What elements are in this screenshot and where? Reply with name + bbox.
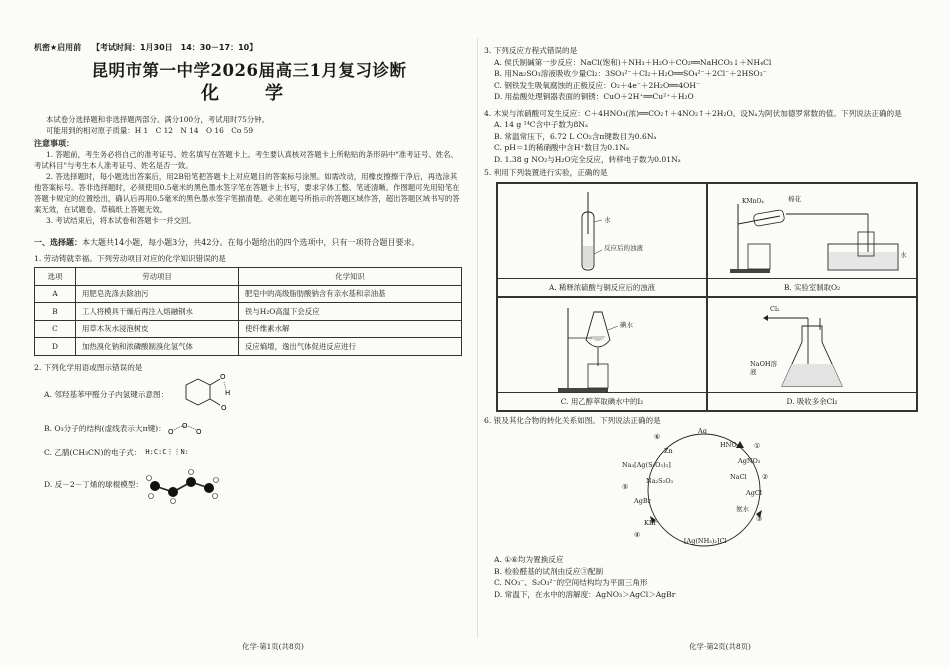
water-label: 水 <box>900 250 907 259</box>
exam-time: 【考试时间：1月30日 14：30－17：10】 <box>91 43 258 52</box>
notice-item-1: 1. 答题前，考生务必将自己的准考证号、姓名填写在答题卡上。考生要认真核对答题卡上所粘贴的条形码中"准考证号、姓名、考试科目"与考生本人准考证号、姓名是否一致。 <box>34 150 458 170</box>
option-b: B. O₃分子的结构(虚线表示大π键)： O O O <box>34 417 464 441</box>
option-b: B. 常温常压下，6.72 L CO₂含π键数目为0.6Nₐ <box>494 131 657 141</box>
cl2-label: Cl₂ <box>770 304 780 313</box>
table-header: 劳动项目 <box>76 268 239 286</box>
complex-label: [Ag(NH₃)₂]Cl <box>684 537 727 545</box>
svg-text:O: O <box>181 422 188 430</box>
question-6-stem: 6. 银及其化合物的转化关系如图。下列说法正确的是 <box>484 415 661 425</box>
table-row: D 加热溴化钠和浓磷酸制溴化氢气体 反应熵增，逸出气体促进反应进行 <box>35 338 462 356</box>
turbid-label: 反应后的浊液 <box>604 243 643 252</box>
apparatus-grid <box>496 182 918 412</box>
apparatus-c <box>497 297 707 411</box>
table-row: C 用草木灰水浸泡树皮 使纤维素水解 <box>35 320 462 338</box>
notice-title: 注意事项： <box>34 138 74 148</box>
step-1: ① <box>754 442 761 450</box>
kmno4-label: KMnO₄ <box>742 197 764 205</box>
step-5: ⑤ <box>622 483 629 491</box>
option-d: D. 反－2－丁烯的球棍模型： <box>34 465 464 505</box>
zn-label: Zn <box>664 447 673 455</box>
table-header: 化学知识 <box>239 268 462 286</box>
step-4: ④ <box>634 531 641 539</box>
apparatus-d <box>707 297 917 411</box>
ball-stick-model-icon <box>143 466 223 504</box>
table-header: 选项 <box>35 268 76 286</box>
step-2: ② <box>762 473 769 481</box>
iodine-water-label: 碘水 <box>620 320 633 329</box>
option-d: D. 用盐酸处理铜器表面的铜锈：CuO＋2H⁺══Cu²⁺＋H₂O <box>494 92 694 101</box>
exam-title: 昆明市第一中学2026届高三1月复习诊断 <box>91 60 407 80</box>
section-heading: 一、选择题：本大题共14小题，每小题3分，共42分。在每小题给出的四个选项中，只有一项符合题目要求。 <box>34 237 420 247</box>
question-5-stem: 5. 利用下列装置进行实验，正确的是 <box>484 168 608 177</box>
na3-complex-label: Na₃[Ag(S₂O₃)₂] <box>622 461 671 469</box>
question-1-table <box>34 267 462 356</box>
question-5 <box>484 167 940 412</box>
flask-icon <box>708 298 918 395</box>
option-a: A. 邻羟基苯甲醛分子内氢键示意图： O O H <box>34 373 464 417</box>
right-page <box>478 0 950 668</box>
svg-text:H: H <box>225 389 231 397</box>
separatory-funnel-icon <box>498 298 708 395</box>
agno3-label: AgNO₃ <box>738 457 761 465</box>
kbr-label: KBr <box>644 519 657 527</box>
option-d: D. 常温下，在水中的溶解度：AgNO₃＞AgCl＞AgBr <box>494 589 676 599</box>
option-b: B. 检验醛基的试剂由反应③配制 <box>494 566 604 576</box>
option-c: C. 钢铁发生吸氧腐蚀的正极反应：O₂＋4e⁻＋2H₂O══4OH⁻ <box>494 80 701 90</box>
option-a: A. 侯氏制碱第一步反应：NaCl(饱和)＋NH₃＋H₂O＋CO₂══NaHCO₃↓＋NH₄Cl <box>494 57 772 67</box>
option-d: D. 1.38 g NO₂与H₂O完全反应，转移电子数为0.01Nₐ <box>494 154 681 164</box>
hydrogen-bond-structure-icon <box>168 373 238 417</box>
option-c: C. pH＝1的稀硝酸中含H⁺数目为0.1Nₐ <box>494 143 629 152</box>
ag-label: Ag <box>698 427 707 435</box>
svg-text:O: O <box>195 428 202 436</box>
caption-c: C. 用乙醇萃取碘水中的I₂ <box>498 392 706 410</box>
hno3-label: HNO₃ <box>720 441 740 449</box>
caption-a: A. 稀释浓硫酸与铜反应后的浊液 <box>498 278 706 296</box>
agcl-label: AgCl <box>746 489 762 497</box>
question-4-stem: 4. 木炭与浓硝酸可发生反应：C＋4HNO₃(浓)══CO₂↑＋4NO₂↑＋2H₂O。设Nₐ为阿伏加德罗常数的值。下列说法正确的是 <box>484 108 902 118</box>
apparatus-a <box>497 183 707 297</box>
step-6: ⑥ <box>654 433 661 441</box>
svg-text:O: O <box>221 404 227 412</box>
subject-title: 化 学 <box>201 82 297 104</box>
nacl-label: NaCl <box>730 473 747 481</box>
notice-item-3: 3. 考试结束后，将本试卷和答题卡一并交回。 <box>46 216 196 225</box>
table-row: B 工人将模具干燥后再注入熔融钢水 铁与H₂O高温下会反应 <box>35 303 462 321</box>
naoh-label: NaOH溶液 <box>750 359 778 376</box>
question-2 <box>34 362 464 506</box>
svg-text:O: O <box>220 373 226 381</box>
question-1 <box>34 253 464 356</box>
step-3: ③ <box>756 515 763 523</box>
option-c: C. 乙腈(CH₃CN)的电子式： H:C:C⋮⋮N: <box>44 448 189 458</box>
silver-cycle-diagram <box>484 426 940 554</box>
na2s2o3-label: Na₂S₂O₃ <box>646 477 674 485</box>
footer-left: 化学·第1页(共8页) <box>242 641 304 651</box>
exam-header <box>34 42 464 54</box>
caption-b: B. 实验室制取O₂ <box>708 278 916 296</box>
option-a: A. 14 g ¹⁴C含中子数为8Nₐ <box>494 120 588 129</box>
atomic-mass-line: 可能用到的相对原子质量：H 1 C 12 N 14 O 16 Co 59 <box>46 125 254 135</box>
question-1-stem: 1. 劳动铸就幸福。下列劳动项目对应的化学知识错误的是 <box>34 253 226 263</box>
question-2-stem: 2. 下列化学用语或图示错误的是 <box>34 362 143 372</box>
agbr-label: AgBr <box>634 497 651 505</box>
question-6 <box>484 415 940 601</box>
caption-d: D. 吸收多余Cl₂ <box>708 392 916 410</box>
question-3-stem: 3. 下列反应方程式错误的是 <box>484 46 578 55</box>
footer-right: 化学·第2页(共8页) <box>689 641 751 651</box>
apparatus-b <box>707 183 917 297</box>
option-b: B. 用Na₂SO₃溶液吸收少量Cl₂：3SO₃²⁻＋Cl₂＋H₂O══SO₄²⁻＋2Cl⁻＋2HSO₃⁻ <box>494 69 767 78</box>
water-label: 水 <box>604 215 611 224</box>
intro-line: 本试卷分选择题和非选择题两部分。满分100分，考试用时75分钟。 <box>46 114 270 124</box>
option-c: C. NO₃⁻、S₂O₃²⁻的空间结构均为平面三角形 <box>494 578 648 587</box>
table-header-row <box>35 268 462 286</box>
confidential-label: 机密★启用前 <box>34 43 82 52</box>
electron-formula: H:C:C⋮⋮N: <box>145 448 189 457</box>
test-tube-icon <box>498 184 708 281</box>
ammonia-label: 氨水 <box>736 505 749 513</box>
oxygen-apparatus-icon <box>708 184 918 281</box>
option-a: A. ①⑥均为置换反应 <box>494 555 564 564</box>
question-4 <box>484 108 940 166</box>
question-3 <box>484 45 940 103</box>
cotton-label: 棉花 <box>788 194 801 203</box>
svg-text:O: O <box>167 428 174 436</box>
notice-item-2: 2. 答选择题时，每小题选出答案后，用2B铅笔把答题卡上对应题目的答案标号涂黑。如需改动，用橡皮擦擦干净后，再选涂其他答案标号。答非选择题时，必须使用0.5毫米的黑色墨水签字笔在答题卡上书写，要求字体工整、笔迹清晰。作图题可先用铅笔在答题卡规定的位置绘出，确认后再用0.5毫米的黑色墨水签字笔描清楚。必须在题号所指示的答题区域作答，超出答题区域书写的答案无效，在试题卷、草稿纸上答题无效。 <box>34 172 460 214</box>
table-row: A 用肥皂洗涤去除油污 肥皂中的高级脂肪酸钠含有亲水基和亲油基 <box>35 285 462 303</box>
ozone-structure-icon <box>166 419 206 439</box>
